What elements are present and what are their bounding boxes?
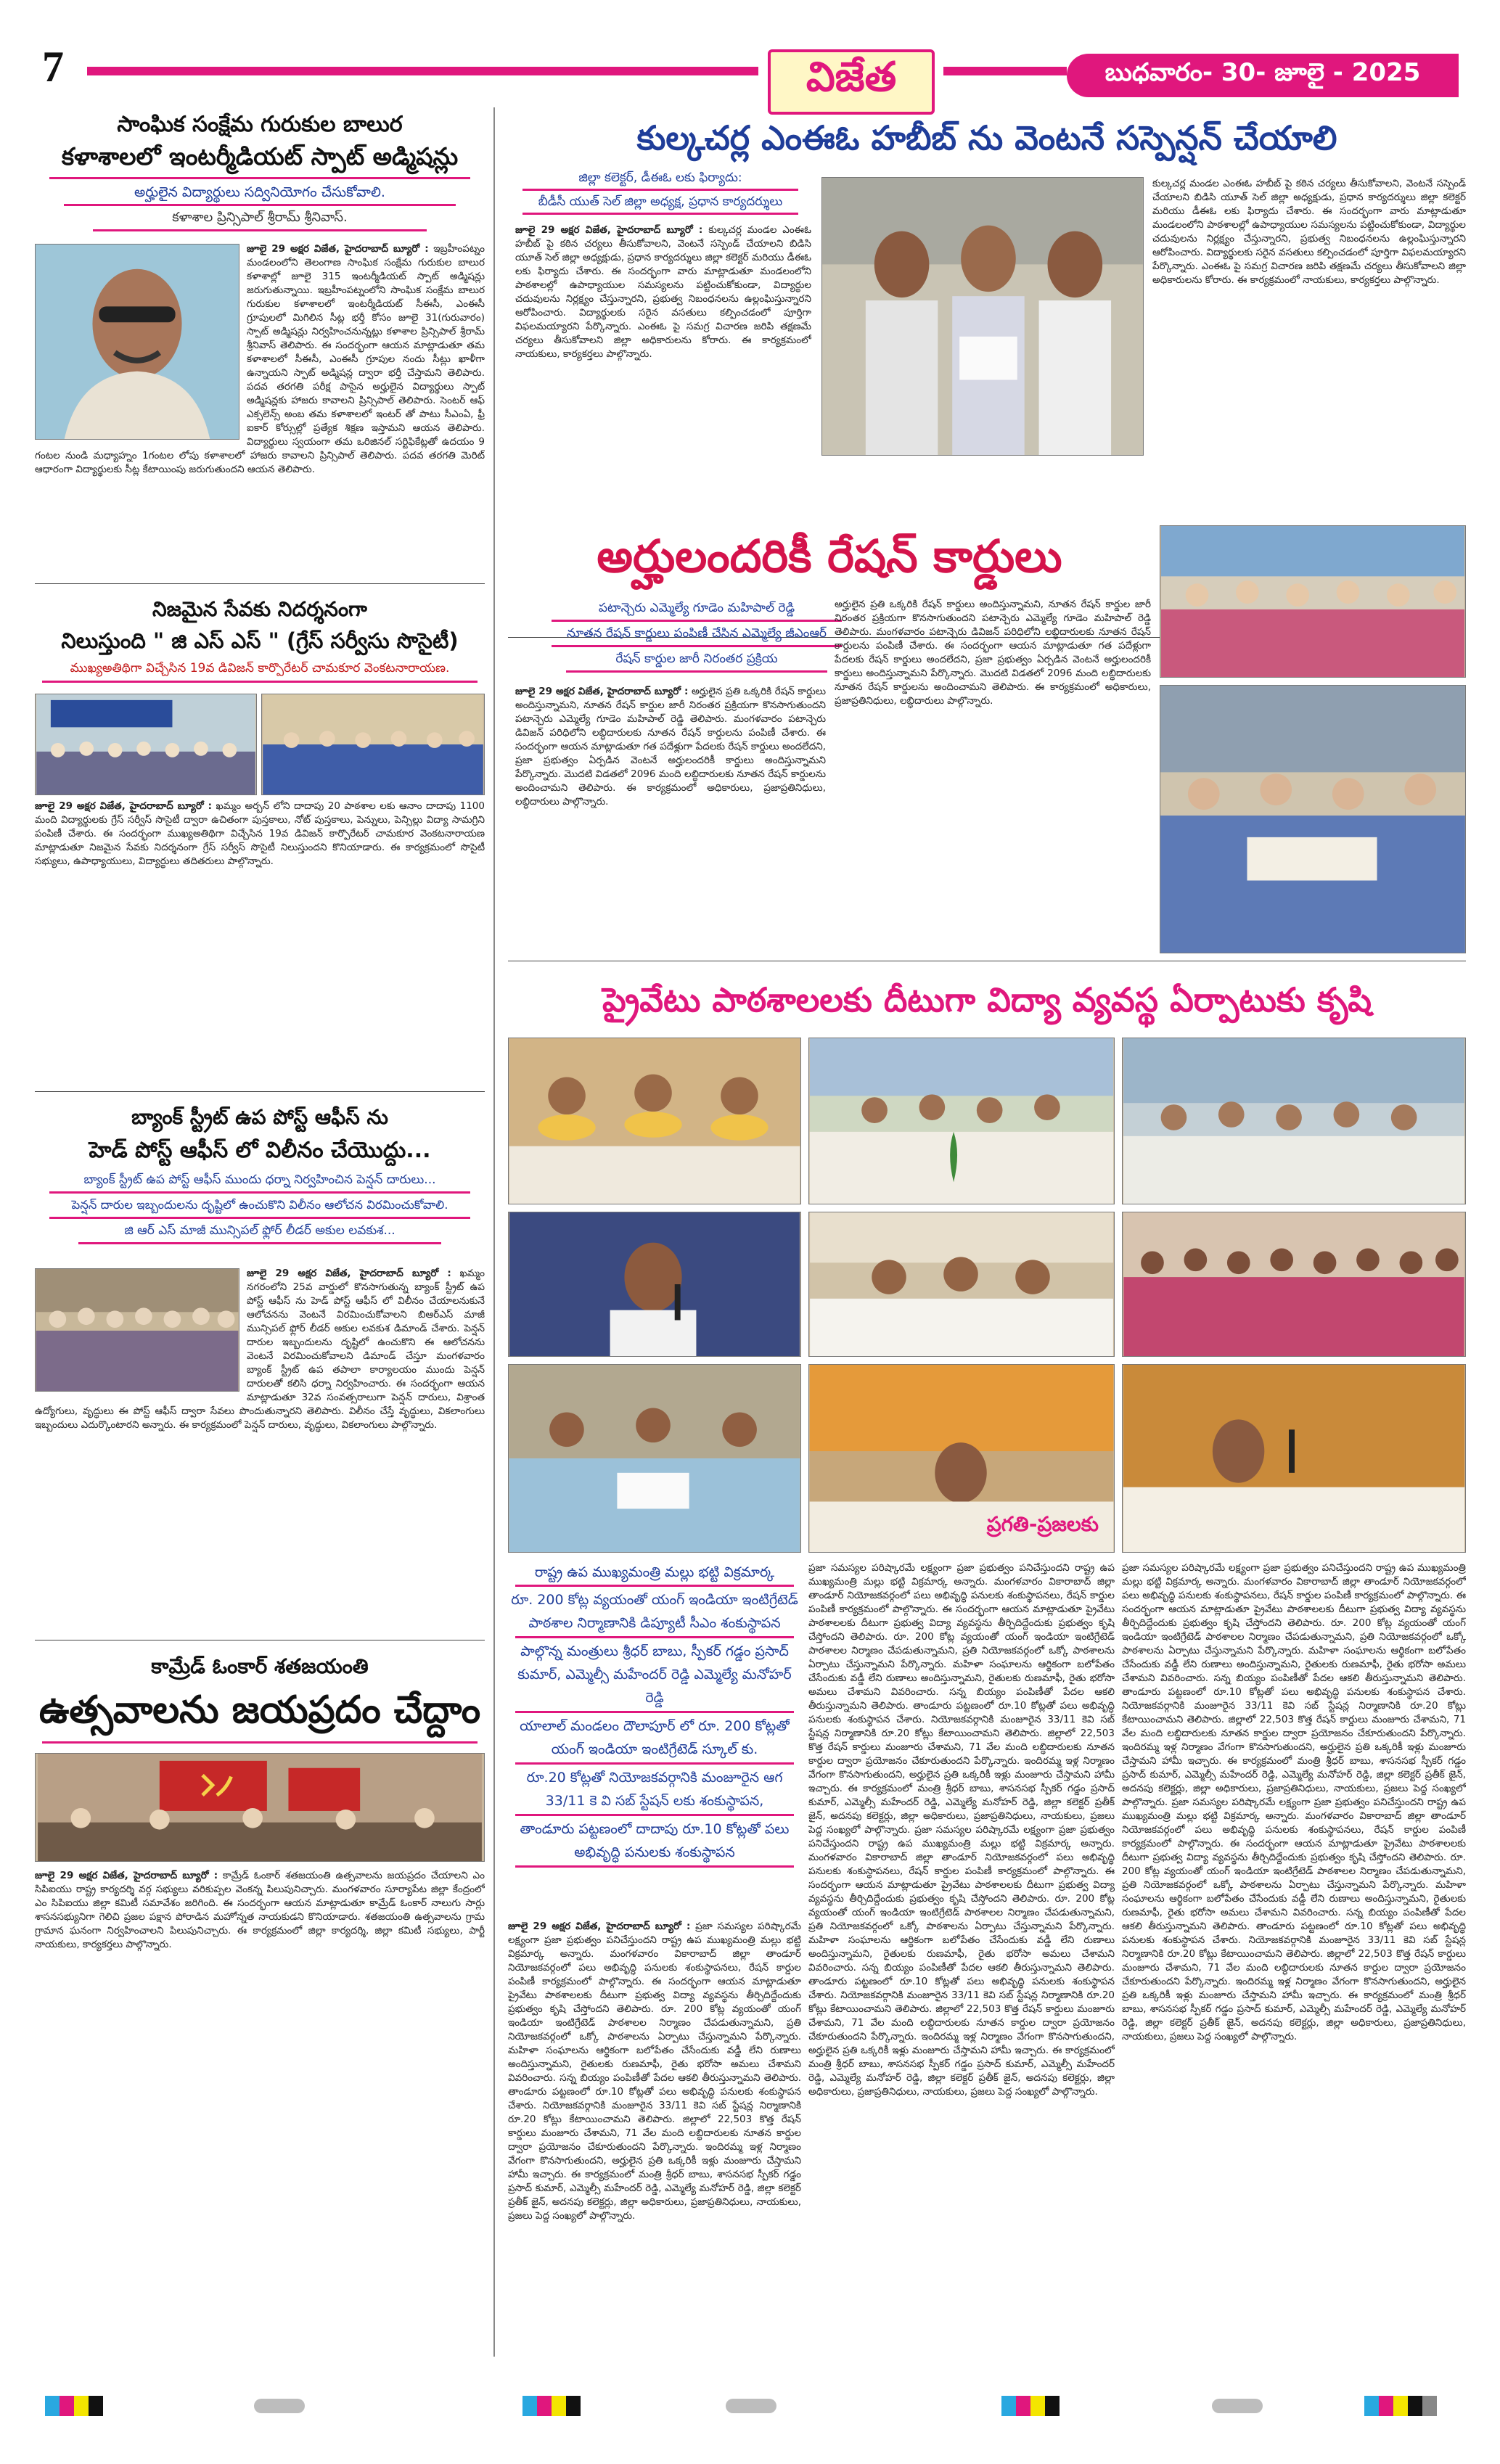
article-body-text: ఖమ్మం నగరంలోని 25వ వార్డులో కొనసాగుతున్న బ్యాంక్ స్ట్రీట్ ఉప పోస్ట్ ఆఫీస్ ను హెడ్ పోస్ట్ ఆఫీస్ లో విలీనం చేయాలనుకునే ఆలోచనను వెంటనే విరమించుకోవాలని బిఆర్ఎస్ మాజీ మున్సిపల్ ఫ్లోర్ లీడర్ అకుల లవకుశ డిమాండ్ చేశారు. పెన్షన్ దారుల ఇబ్బందులను దృష్టిలో ఉంచుకొని ఈ ఆలోచనను వెంటనే విరమించుకోవాలని డిమాండ్ చేస్తూ మంగళవారం బ్యాంక్ స్ట్రీట్ ఉప తపాలా కార్యాలయం ముందు పెన్షన్ దారులతో కలిసి ధర్నా నిర్వహించారు. ఈ సందర్భంగా ఆయన మాట్లాడుతూ 32వ సంవత్సరాలుగా పెన్షన్ దారులు, విశ్రాంత ఉద్యోగులు, వృద్ధులు ఈ పోస్ట్ ఆఫీస్ ద్వారా సేవలు పొందుతున్నారని తెలిపారు. విలీనం చేస్తే వృద్ధులు, వికలాంగులు ఇబ్బందులు ఎదుర్కొంటారని అన్నారు. ఈ కార్యక్రమంలో పెన్షన్ దారులు, వృద్ధులు, వికలాంగులు పాల్గొన్నారు.	[35, 1268, 485, 1431]
register-pill	[254, 2399, 305, 2413]
event-photo-planting	[808, 1038, 1115, 1204]
dateline: జూలై 29 అక్షర విజేత, హైదరాబాద్ బ్యూరో :	[515, 686, 689, 697]
event-photo-address	[1122, 1364, 1466, 1553]
article-subheading: పెన్షన్ దారుల ఇబ్బందులను దృష్టిలో ఉంచుకొని విలీనం ఆలోచన విరమించుకోవాలి.	[71, 1198, 448, 1212]
event-photo-speech	[508, 1212, 801, 1357]
school-photo-2	[261, 694, 485, 795]
ration-distribution-icon	[1160, 526, 1465, 677]
students-photo-icon	[262, 694, 484, 794]
article-body-text: ప్రజా సమస్యల పరిష్కారమే లక్ష్యంగా ప్రజా ప్రభుత్వం పనిచేస్తుందని రాష్ట్ర ఉప ముఖ్యమంత్రి మల్లు భట్టి విక్రమార్క అన్నారు. మంగళవారం వికారాబాద్ జిల్లా తాండూర్ నియోజకవర్గంలో పలు అభివృద్ధి పనులకు శంకుస్థాపనలు, రేషన్ కార్డుల పంపిణీ కార్యక్రమంలో పాల్గొన్నారు. ఈ సందర్భంగా ఆయన మాట్లాడుతూ ప్రైవేటు పాఠశాలలకు దీటుగా ప్రభుత్వ విద్యా వ్యవస్థను తీర్చిదిద్దేందుకు ప్రభుత్వం కృషి చేస్తోందని తెలిపారు. రూ. 200 కోట్ల వ్యయంతో యంగ్ ఇండియా ఇంటిగ్రేటెడ్ పాఠశాలల నిర్మాణం చేపడుతున్నామని, ప్రతి నియోజకవర్గంలో ఒక్కో పాఠశాలను ఏర్పాటు చేస్తున్నామని పేర్కొన్నారు. మహిళా సంఘాలను ఆర్థికంగా బలోపేతం చేసేందుకు వడ్డీ లేని రుణాలు అందిస్తున్నామని, రైతులకు రుణమాఫీ, రైతు భరోసా అమలు చేశామని వివరించారు. సన్న బియ్యం పంపిణీతో పేదల ఆకలి తీరుస్తున్నామని తెలిపారు. తాండూరు పట్టణంలో రూ.10 కోట్లతో పలు అభివృద్ధి పనులకు శంకుస్థాపన చేశారు. నియోజకవర్గానికి మంజూరైన 33/11 కెవి సబ్ స్టేషన్ల నిర్మాణానికి రూ.20 కోట్లు కేటాయించామని తెలిపారు. జిల్లాలో 22,503 కొత్త రేషన్ కార్డులు మంజూరు చేశామని, 71 వేల మంది లబ్ధిదారులకు నూతన కార్డుల ద్వారా ప్రయోజనం చేకూరుతుందని పేర్కొన్నారు. ఇందిరమ్మ ఇళ్ల నిర్మాణం వేగంగా కొనసాగుతుందని, అర్హులైన ప్రతి ఒక్కరికీ ఇళ్లు మంజూరు చేస్తామని హామీ ఇచ్చారు. ఈ కార్యక్రమంలో మంత్రి శ్రీధర్ బాబు, శాసనసభ స్పీకర్ గడ్డం ప్రసాద్ కుమార్, ఎమ్మెల్సీ మహేందర్ రెడ్డి, ఎమ్మెల్యే మనోహర్ రెడ్డి, జిల్లా కలెక్టర్ ప్రతీక్ జైన్, అదనపు కలెక్టర్లు, జిల్లా అధికారులు, ప్రజాప్రతినిధులు, నాయకులు, ప్రజలు పెద్ద సంఖ్యలో పాల్గొన్నారు.	[808, 1562, 1115, 1836]
article-subheading: ముఖ్యఅతిథిగా విచ్చేసిన 19వ డివిజన్ కార్పొరేటర్ చామకూర వెంకటనారాయణ.	[70, 661, 450, 675]
article-headline: అర్హులందరికీ రేషన్ కార్డులు	[597, 530, 1062, 583]
officials-handover-icon	[822, 178, 1143, 455]
article-body-text: కుల్కచర్ల మండల ఎంఈఓ హబీబ్ పై కఠిన చర్యలు తీసుకోవాలని, వెంటనే సస్పెండ్ చేయాలని బిడిసి యూత్ సెల్ జిల్లా అధ్యక్షుడు, ప్రధాన కార్యదర్శులు జిల్లా కలెక్టర్ మరియు డీఈఓ లకు ఫిర్యాదు చేశారు. ఈ సందర్భంగా వారు మాట్లాడుతూ మండలంలోని పాఠశాలల్లో ఉపాధ్యాయుల సమస్యలను పట్టించుకోకుండా, విద్యార్థుల చదువులను నిర్లక్ష్యం చేస్తున్నారని, ప్రభుత్వ నిబంధనలను ఉల్లంఘిస్తున్నారని ఆరోపించారు. విద్యార్థులకు సరైన వసతులు కల్పించడంలో పూర్తిగా విఫలమయ్యారని పేర్కొన్నారు. ఎంఈఓ పై సమగ్ర విచారణ జరిపి తక్షణమే చర్యలు తీసుకోవాలని జిల్లా అధికారులను కోరారు. ఈ కార్యక్రమంలో నాయకులు, కార్యకర్తలు పాల్గొన్నారు.	[1152, 178, 1466, 286]
sub-rule	[566, 670, 827, 673]
dateline: జూలై 29 అక్షర విజేత, హైదరాబాద్ బ్యూరో :	[35, 800, 213, 812]
sub-rule	[78, 1242, 441, 1244]
ration-card-photo-1	[1160, 525, 1466, 678]
event-photo-inspection	[1122, 1038, 1466, 1204]
event-photo-felicitation	[508, 1038, 801, 1204]
article-subheads	[537, 598, 856, 674]
article-headline: కుల్కచర్ల ఎంఈఓ హబీబ్ ను వెంటనే సస్పెన్షన్ చేయాలి	[636, 118, 1337, 157]
dateline: జూలై 29 అక్షర విజేత, హైదరాబాద్ బ్యూరో :	[247, 1268, 451, 1279]
article-body	[35, 1267, 485, 1634]
event-photo-beneficiaries	[508, 1364, 801, 1553]
sub-rule	[515, 1814, 794, 1816]
article-subheads	[515, 168, 806, 216]
right-column	[508, 107, 1466, 2357]
dateline: జూలై 29 అక్షర విజేత, హైదరాబాద్ బ్యూరో :	[247, 243, 429, 255]
article-headline: ఉత్సవాలను జయప్రదం చేద్దాం	[38, 1688, 481, 1732]
article-body-continued	[808, 1561, 1115, 2464]
article-subheading: రూ. 200 కోట్ల వ్యయంతో యంగ్ ఇండియా ఇంటిగ్రేటెడ్ పాఠశాల నిర్మాణానికి డిప్యూటీ సీఎం శంకుస్థాపన	[511, 1592, 798, 1631]
newspaper-logo	[768, 49, 935, 115]
masthead-rule-right	[943, 67, 1067, 75]
leaders-on-stage-icon	[809, 1212, 1114, 1356]
article-omkar-centenary	[35, 1651, 485, 1746]
register-pill	[726, 2399, 776, 2413]
color-register-mark	[1364, 2396, 1437, 2416]
article-post-office	[35, 1103, 485, 1246]
sub-rule	[515, 1762, 794, 1765]
register-pill	[1212, 2399, 1263, 2413]
article-subheading: రేషన్ కార్డుల జారీ నిరంతర ప్రక్రియ	[615, 652, 778, 666]
sub-rule	[522, 213, 798, 215]
sub-rule	[515, 1711, 794, 1713]
article-headline: నిలుస్తుంది " జి ఎస్ ఎస్ " (గ్రేస్ సర్వీసు సొసైటీ)	[61, 628, 459, 653]
article-body-continued	[1122, 1561, 1466, 2464]
color-register-mark	[522, 2396, 581, 2416]
page-number: 7	[42, 43, 64, 91]
sub-rule	[552, 645, 842, 647]
article-separator	[35, 583, 485, 584]
article-body-text: ప్రజా సమస్యల పరిష్కారమే లక్ష్యంగా ప్రజా ప్రభుత్వం పనిచేస్తుందని రాష్ట్ర ఉప ముఖ్యమంత్రి మల్లు భట్టి విక్రమార్క అన్నారు. మంగళవారం వికారాబాద్ జిల్లా తాండూర్ నియోజకవర్గంలో పలు అభివృద్ధి పనులకు శంకుస్థాపనలు, రేషన్ కార్డుల పంపిణీ కార్యక్రమంలో పాల్గొన్నారు. ఈ సందర్భంగా ఆయన మాట్లాడుతూ ప్రైవేటు పాఠశాలలకు దీటుగా ప్రభుత్వ విద్యా వ్యవస్థను తీర్చిదిద్దేందుకు ప్రభుత్వం కృషి చేస్తోందని తెలిపారు. రూ. 200 కోట్ల వ్యయంతో యంగ్ ఇండియా ఇంటిగ్రేటెడ్ పాఠశాలల నిర్మాణం చేపడుతున్నామని, ప్రతి నియోజకవర్గంలో ఒక్కో పాఠశాలను ఏర్పాటు చేస్తున్నామని పేర్కొన్నారు. మహిళా సంఘాలను ఆర్థికంగా బలోపేతం చేసేందుకు వడ్డీ లేని రుణాలు అందిస్తున్నామని, రైతులకు రుణమాఫీ, రైతు భరోసా అమలు చేశామని వివరించారు. సన్న బియ్యం పంపిణీతో పేదల ఆకలి తీరుస్తున్నామని తెలిపారు. తాండూరు పట్టణంలో రూ.10 కోట్లతో పలు అభివృద్ధి పనులకు శంకుస్థాపన చేశారు. నియోజకవర్గానికి మంజూరైన 33/11 కెవి సబ్ స్టేషన్ల నిర్మాణానికి రూ.20 కోట్లు కేటాయించామని తెలిపారు. జిల్లాలో 22,503 కొత్త రేషన్ కార్డులు మంజూరు చేశామని, 71 వేల మంది లబ్ధిదారులకు నూతన కార్డుల ద్వారా ప్రయోజనం చేకూరుతుందని పేర్కొన్నారు. ఇందిరమ్మ ఇళ్ల నిర్మాణం వేగంగా కొనసాగుతుందని, అర్హులైన ప్రతి ఒక్కరికీ ఇళ్లు మంజూరు చేస్తామని హామీ ఇచ్చారు. ఈ కార్యక్రమంలో మంత్రి శ్రీధర్ బాబు, శాసనసభ స్పీకర్ గడ్డం ప్రసాద్ కుమార్, ఎమ్మెల్సీ మహేందర్ రెడ్డి, ఎమ్మెల్యే మనోహర్ రెడ్డి, జిల్లా కలెక్టర్ ప్రతీక్ జైన్, అదనపు కలెక్టర్లు, జిల్లా అధికారులు, ప్రజాప్రతినిధులు, నాయకులు, ప్రజలు పెద్ద సంఖ్యలో పాల్గొన్నారు.	[508, 1921, 801, 2222]
article-subheading: జి ఆర్ ఎస్ మాజీ మున్సిపల్ ఫ్లోర్ లీడర్ అకుల లవకుశ...	[124, 1223, 396, 1238]
party-meeting-icon	[36, 1754, 484, 1861]
article-separator	[35, 1091, 485, 1092]
article-body-text: అర్హులైన ప్రతి ఒక్కరికి రేషన్ కార్డులు అందిస్తున్నామని, నూతన రేషన్ కార్డుల జారీ నిరంతర ప్రక్రియగా కొనసాగుతుందని పటాన్చెరు ఎమ్మెల్యే గూడెం మహిపాల్ రెడ్డి తెలిపారు. మంగళవారం పటాన్చెరు డివిజన్ పరిధిలోని లబ్ధిదారులకు నూతన రేషన్ కార్డులను పంపిణీ చేశారు. ఈ సందర్భంగా ఆయన మాట్లాడుతూ గత పదేళ్లుగా పేదలకు రేషన్ కార్డులు అందలేదని, ప్రజా ప్రభుత్వం ఏర్పడిన వెంటనే అర్హులందరికీ కార్డులు అందిస్తున్నామని పేర్కొన్నారు. మొదటి విడతలో 2096 మంది లబ్ధిదారులకు నూతన రేషన్ కార్డులను అందించామని తెలిపారు. ఈ కార్యక్రమంలో అధికారులు, ప్రజాప్రతినిధులు, లబ్ధిదారులు పాల్గొన్నారు.	[515, 686, 826, 808]
article-subheading: తాండూరు పట్టణంలో దాదాపు రూ.10 కోట్లతో పలు అభివృద్ధి పనులకు శంకుస్థాపన	[520, 1821, 790, 1860]
article-body-text: ఇబ్రహీంపట్నం మండలంలోని తెలంగాణ సాంఘిక సంక్షేమ గురుకుల బాలుర కళాశాల్లో జూలై 315 ఇంటర్మీడియట్ స్పాట్ అడ్మిషన్లు జరుగుతున్నాయి. ఇబ్రహీంపట్నంలోని సాంఘిక సంక్షేమ బాలుర గురుకుల కళాశాలలో ఇంటర్మీడియట్ సీఈసీ, ఎంఈసీ గ్రూపులలో మిగిలిన సీట్ల భర్తీ కోసం జూలై 31(గురువారం) స్పాట్ అడ్మిషన్లు నిర్వహించనున్నట్లు కళాశాల ప్రిన్సిపాల్ శ్రీరామ్ శ్రీనివాస్ తెలిపారు. ఈ సందర్భంగా ఆయన మాట్లాడుతూ తమ కళాశాలలో సీఈసీ, ఎంఈసీ గ్రూపుల నందు సీట్లు ఖాళీగా ఉన్నాయని స్పాట్ అడ్మిషన్ల ద్వారా భర్తీ చేస్తామని తెలిపారు. పదవ తరగతి పరీక్ష పాసైన అర్హులైన విద్యార్థులు స్పాట్ అడ్మిషన్లకు హాజరు కావాలని ప్రిన్సిపాల్ తెలిపారు. సెంటర్ ఆఫ్ ఎక్సలెన్స్ అంబ తమ కళాశాలలో ఇంటర్ తో పాటు సీఎంఏ, ఫ్రీ ఐకార్ కోర్సుల్లో ప్రత్యేక శిక్షణ ఇస్తామని ఆయన తెలిపారు. విద్యార్థులు స్వయంగా తమ ఒరిజినల్ సర్టిఫికేట్లతో ఉదయం 9 గంటల నుండి మధ్యాహ్నం 1గంటల లోపు కళాశాలలో హాజరు కావాలని ప్రిన్సిపాల్ తెలిపారు. పదవ తరగతి మెరిట్ ఆధారంగా విద్యార్థులకు సీట్ల కేటాయింపు జరుగుతుందని ఆయన తెలిపారు.	[35, 243, 485, 475]
article-body-text: ప్రజా సమస్యల పరిష్కారమే లక్ష్యంగా ప్రజా ప్రభుత్వం పనిచేస్తుందని రాష్ట్ర ఉప ముఖ్యమంత్రి మల్లు భట్టి విక్రమార్క అన్నారు. మంగళవారం వికారాబాద్ జిల్లా తాండూర్ నియోజకవర్గంలో పలు అభివృద్ధి పనులకు శంకుస్థాపనలు, రేషన్ కార్డుల పంపిణీ కార్యక్రమంలో పాల్గొన్నారు. ఈ సందర్భంగా ఆయన మాట్లాడుతూ ప్రైవేటు పాఠశాలలకు దీటుగా ప్రభుత్వ విద్యా వ్యవస్థను తీర్చిదిద్దేందుకు ప్రభుత్వం కృషి చేస్తోందని తెలిపారు. రూ. 200 కోట్ల వ్యయంతో యంగ్ ఇండియా ఇంటిగ్రేటెడ్ పాఠశాలల నిర్మాణం చేపడుతున్నామని, ప్రతి నియోజకవర్గంలో ఒక్కో పాఠశాలను ఏర్పాటు చేస్తున్నామని పేర్కొన్నారు. మహిళా సంఘాలను ఆర్థికంగా బలోపేతం చేసేందుకు వడ్డీ లేని రుణాలు అందిస్తున్నామని, రైతులకు రుణమాఫీ, రైతు భరోసా అమలు చేశామని వివరించారు. సన్న బియ్యం పంపిణీతో పేదల ఆకలి తీరుస్తున్నామని తెలిపారు. తాండూరు పట్టణంలో రూ.10 కోట్లతో పలు అభివృద్ధి పనులకు శంకుస్థాపన చేశారు. నియోజకవర్గానికి మంజూరైన 33/11 కెవి సబ్ స్టేషన్ల నిర్మాణానికి రూ.20 కోట్లు కేటాయించామని తెలిపారు. జిల్లాలో 22,503 కొత్త రేషన్ కార్డులు మంజూరు చేశామని, 71 వేల మంది లబ్ధిదారులకు నూతన కార్డుల ద్వారా ప్రయోజనం చేకూరుతుందని పేర్కొన్నారు. ఇందిరమ్మ ఇళ్ల నిర్మాణం వేగంగా కొనసాగుతుందని, అర్హులైన ప్రతి ఒక్కరికీ ఇళ్లు మంజూరు చేస్తామని హామీ ఇచ్చారు. ఈ కార్యక్రమంలో మంత్రి శ్రీధర్ బాబు, శాసనసభ స్పీకర్ గడ్డం ప్రసాద్ కుమార్, ఎమ్మెల్సీ మహేందర్ రెడ్డి, ఎమ్మెల్యే మనోహర్ రెడ్డి, జిల్లా కలెక్టర్ ప్రతీక్ జైన్, అదనపు కలెక్టర్లు, జిల్లా అధికారులు, ప్రజాప్రతినిధులు, నాయకులు, ప్రజలు పెద్ద సంఖ్యలో పాల్గొన్నారు.	[1122, 1796, 1466, 2042]
article-spot-admissions	[35, 110, 485, 237]
masthead-rule-left	[87, 67, 758, 75]
beneficiary-handover-icon	[509, 1365, 800, 1552]
speaker-at-podium-icon	[509, 1212, 800, 1356]
article-subheading: రాష్ట్ర ఉప ముఖ్యమంత్రి మల్లు భట్టి విక్రమార్క	[534, 1564, 775, 1580]
article-headline: ప్రైవేటు పాఠశాలలకు దీటుగా విద్యా వ్యవస్థ ఏర్పాటుకు కృషి	[602, 980, 1372, 1019]
article-body-text: ప్రజా సమస్యల పరిష్కారమే లక్ష్యంగా ప్రజా ప్రభుత్వం పనిచేస్తుందని రాష్ట్ర ఉప ముఖ్యమంత్రి మల్లు భట్టి విక్రమార్క అన్నారు. మంగళవారం వికారాబాద్ జిల్లా తాండూర్ నియోజకవర్గంలో పలు అభివృద్ధి పనులకు శంకుస్థాపనలు, రేషన్ కార్డుల పంపిణీ కార్యక్రమంలో పాల్గొన్నారు. ఈ సందర్భంగా ఆయన మాట్లాడుతూ ప్రైవేటు పాఠశాలలకు దీటుగా ప్రభుత్వ విద్యా వ్యవస్థను తీర్చిదిద్దేందుకు ప్రభుత్వం కృషి చేస్తోందని తెలిపారు. రూ. 200 కోట్ల వ్యయంతో యంగ్ ఇండియా ఇంటిగ్రేటెడ్ పాఠశాలల నిర్మాణం చేపడుతున్నామని, ప్రతి నియోజకవర్గంలో ఒక్కో పాఠశాలను ఏర్పాటు చేస్తున్నామని పేర్కొన్నారు. మహిళా సంఘాలను ఆర్థికంగా బలోపేతం చేసేందుకు వడ్డీ లేని రుణాలు అందిస్తున్నామని, రైతులకు రుణమాఫీ, రైతు భరోసా అమలు చేశామని వివరించారు. సన్న బియ్యం పంపిణీతో పేదల ఆకలి తీరుస్తున్నామని తెలిపారు. తాండూరు పట్టణంలో రూ.10 కోట్లతో పలు అభివృద్ధి పనులకు శంకుస్థాపన చేశారు. నియోజకవర్గానికి మంజూరైన 33/11 కెవి సబ్ స్టేషన్ల నిర్మాణానికి రూ.20 కోట్లు కేటాయించామని తెలిపారు. జిల్లాలో 22,503 కొత్త రేషన్ కార్డులు మంజూరు చేశామని, 71 వేల మంది లబ్ధిదారులకు నూతన కార్డుల ద్వారా ప్రయోజనం చేకూరుతుందని పేర్కొన్నారు. ఇందిరమ్మ ఇళ్ల నిర్మాణం వేగంగా కొనసాగుతుందని, అర్హులైన ప్రతి ఒక్కరికీ ఇళ్లు మంజూరు చేస్తామని హామీ ఇచ్చారు. ఈ కార్యక్రమంలో మంత్రి శ్రీధర్ బాబు, శాసనసభ స్పీకర్ గడ్డం ప్రసాద్ కుమార్, ఎమ్మెల్సీ మహేందర్ రెడ్డి, ఎమ్మెల్యే మనోహర్ రెడ్డి, జిల్లా కలెక్టర్ ప్రతీక్ జైన్, అదనపు కలెక్టర్లు, జిల్లా అధికారులు, ప్రజాప్రతినిధులు, నాయకులు, ప్రజలు పెద్ద సంఖ్యలో పాల్గొన్నారు.	[1122, 1562, 1466, 1808]
article-subheading: బీడీసీ యుత్ సెల్ జిల్లా అధ్యక్ష, ప్రధాన కార్యదర్శులు	[538, 194, 783, 209]
sub-rule	[93, 229, 427, 231]
headline-rule	[42, 1741, 478, 1744]
article-subheading: పటాన్చెరు ఎమ్మెల్యే గూడెం మహిపాల్ రెడ్డి	[598, 601, 795, 615]
article-body-text: కుల్కచర్ల మండల ఎంఈఓ హబీబ్ పై కఠిన చర్యలు తీసుకోవాలని, వెంటనే సస్పెండ్ చేయాలని బిడిసి యూత్ సెల్ జిల్లా అధ్యక్షుడు, ప్రధాన కార్యదర్శులు జిల్లా కలెక్టర్ మరియు డీఈఓ లకు ఫిర్యాదు చేశారు. ఈ సందర్భంగా వారు మాట్లాడుతూ మండలంలోని పాఠశాలల్లో ఉపాధ్యాయుల సమస్యలను పట్టించుకోకుండా, విద్యార్థుల చదువులను నిర్లక్ష్యం చేస్తున్నారని, ప్రభుత్వ నిబంధనలను ఉల్లంఘిస్తున్నారని ఆరోపించారు. విద్యార్థులకు సరైన వసతులు కల్పించడంలో పూర్తిగా విఫలమయ్యారని పేర్కొన్నారు. ఎంఈఓ పై సమగ్ర విచారణ జరిపి తక్షణమే చర్యలు తీసుకోవాలని జిల్లా అధికారులను కోరారు. ఈ కార్యక్రమంలో నాయకులు, కార్యకర్తలు పాల్గొన్నారు.	[515, 224, 811, 360]
school-photo-1	[35, 694, 257, 795]
column-divider	[493, 107, 495, 2357]
sub-rule	[515, 1585, 794, 1587]
issue-date: బుధవారం- 30- జూలై - 2025	[1067, 54, 1459, 97]
left-column	[35, 107, 485, 2357]
stage-banner-caption: ప్రగతి-ప్రజలకు	[986, 1512, 1099, 1536]
site-inspection-icon	[1123, 1038, 1465, 1204]
article-kicker: కామ్రేడ్ ఓంకార్ శతజయంతి	[151, 1654, 369, 1678]
sub-rule	[49, 1217, 470, 1219]
sub-rule	[49, 1191, 470, 1194]
article-body	[508, 1920, 801, 2464]
article-body-continued	[835, 598, 1151, 953]
color-register-mark	[1001, 2396, 1060, 2416]
article-subheading: అర్హులైన విద్యార్థులు సద్వినియోగం చేసుకోవాలి.	[134, 184, 385, 200]
sub-rule	[42, 681, 478, 683]
memorandum-photo	[821, 177, 1144, 456]
dateline: జూలై 29 అక్షర విజేత, హైదరాబాద్ బ్యూరో :	[508, 1921, 691, 1932]
article-kicker: నిజమైన సేవకు నిదర్శనంగా	[152, 597, 367, 621]
article-kicker: సాంఘిక సంక్షేమ గురుకుల బాలుర	[117, 112, 403, 137]
color-register-mark	[45, 2396, 103, 2416]
article-subheads	[508, 1561, 801, 1869]
sub-rule	[515, 1636, 794, 1638]
article-subheading: జిల్లా కలెక్టర్, డీఈఓ లకు ఫిర్యాదు:	[578, 171, 742, 185]
sub-rule	[64, 204, 456, 206]
article-subheading: నూతన రేషన్ కార్డులు పంపిణీ చేసిన ఎమ్మెల్యే జీఎంఆర్	[567, 626, 827, 641]
ration-card-photo-2	[1160, 685, 1466, 953]
sub-rule	[522, 189, 798, 191]
article-body-text: ప్రజా సమస్యల పరిష్కారమే లక్ష్యంగా ప్రజా ప్రభుత్వం పనిచేస్తుందని రాష్ట్ర ఉప ముఖ్యమంత్రి మల్లు భట్టి విక్రమార్క అన్నారు. మంగళవారం వికారాబాద్ జిల్లా తాండూర్ నియోజకవర్గంలో పలు అభివృద్ధి పనులకు శంకుస్థాపనలు, రేషన్ కార్డుల పంపిణీ కార్యక్రమంలో పాల్గొన్నారు. ఈ సందర్భంగా ఆయన మాట్లాడుతూ ప్రైవేటు పాఠశాలలకు దీటుగా ప్రభుత్వ విద్యా వ్యవస్థను తీర్చిదిద్దేందుకు ప్రభుత్వం కృషి చేస్తోందని తెలిపారు. రూ. 200 కోట్ల వ్యయంతో యంగ్ ఇండియా ఇంటిగ్రేటెడ్ పాఠశాలల నిర్మాణం చేపడుతున్నామని, ప్రతి నియోజకవర్గంలో ఒక్కో పాఠశాలను ఏర్పాటు చేస్తున్నామని పేర్కొన్నారు. మహిళా సంఘాలను ఆర్థికంగా బలోపేతం చేసేందుకు వడ్డీ లేని రుణాలు అందిస్తున్నామని, రైతులకు రుణమాఫీ, రైతు భరోసా అమలు చేశామని వివరించారు. సన్న బియ్యం పంపిణీతో పేదల ఆకలి తీరుస్తున్నామని తెలిపారు. తాండూరు పట్టణంలో రూ.10 కోట్లతో పలు అభివృద్ధి పనులకు శంకుస్థాపన చేశారు. నియోజకవర్గానికి మంజూరైన 33/11 కెవి సబ్ స్టేషన్ల నిర్మాణానికి రూ.20 కోట్లు కేటాయించామని తెలిపారు. జిల్లాలో 22,503 కొత్త రేషన్ కార్డులు మంజూరు చేశామని, 71 వేల మంది లబ్ధిదారులకు నూతన కార్డుల ద్వారా ప్రయోజనం చేకూరుతుందని పేర్కొన్నారు. ఇందిరమ్మ ఇళ్ల నిర్మాణం వేగంగా కొనసాగుతుందని, అర్హులైన ప్రతి ఒక్కరికీ ఇళ్లు మంజూరు చేస్తామని హామీ ఇచ్చారు. ఈ కార్యక్రమంలో మంత్రి శ్రీధర్ బాబు, శాసనసభ స్పీకర్ గడ్డం ప్రసాద్ కుమార్, ఎమ్మెల్సీ మహేందర్ రెడ్డి, ఎమ్మెల్యే మనోహర్ రెడ్డి, జిల్లా కలెక్టర్ ప్రతీక్ జైన్, అదనపు కలెక్టర్లు, జిల్లా అధికారులు, ప్రజాప్రతినిధులు, నాయకులు, ప్రజలు పెద్ద సంఖ్యలో పాల్గొన్నారు.	[808, 1824, 1115, 2098]
article-body	[35, 800, 485, 1084]
article-headline: హెడ్ పోస్ట్ ఆఫీస్ లో విలీనం చేయొద్దు...	[89, 1138, 431, 1163]
article-body	[515, 685, 826, 953]
felicitation-icon	[509, 1038, 800, 1204]
event-photo-audience	[1122, 1212, 1466, 1357]
article-headline: కళాశాలలో ఇంటర్మీడియట్ స్పాట్ అడ్మిషన్లు	[61, 142, 459, 171]
article-body-text: ఖమ్మం అర్బన్ లోని దాదాపు 20 పాఠశాల లకు ఆనాం దాదాపు 1100 మంది విద్యార్థులకు గ్రేస్ సర్వీస్ సొసైటీ ద్వారా ఉచితంగా పుస్తకాలు, నోట్ పుస్తకాలు, పెన్నులు, పెన్సిల్లు విద్యా సామగ్రిని పంపిణీ చేశారు. ఈ సందర్భంగా ముఖ్యఅతిథిగా విచ్చేసిన 19వ డివిజన్ కార్పొరేటర్ చామకూర వెంకటనారాయణ మాట్లాడుతూ నిజమైన సేవకు నిదర్శనంగా గ్రేస్ సర్వీస్ సొసైటీ నిలుస్తుందని కొనియాడారు. ఈ కార్యక్రమంలో సొసైటీ సభ్యులు, ఉపాధ్యాయులు, విద్యార్థులు తదితరులు పాల్గొన్నారు.	[35, 800, 485, 867]
dateline: జూలై 29 అక్షర విజేత, హైదరాబాద్ బ్యూరో :	[515, 224, 703, 236]
logo-text: విజేత	[806, 53, 897, 101]
article-body	[35, 242, 485, 576]
article-subheading: రూ.20 కోట్లతో నియోజకవర్గానికి మంజూరైన ఆగ 33/11 కె వి సబ్ స్టేషన్ లకు శంకుస్థాపన,	[526, 1770, 783, 1809]
article-kicker: బ్యాంక్ స్ట్రీట్ ఉప పోస్ట్ ఆఫీస్ ను	[131, 1105, 388, 1129]
women-audience-icon	[1123, 1212, 1465, 1356]
ration-distribution-icon	[1160, 686, 1465, 953]
headline-rule	[49, 177, 470, 179]
event-photo-leaders	[808, 1212, 1115, 1357]
students-photo-icon	[36, 694, 256, 794]
meeting-photo	[35, 1753, 485, 1862]
minister-address-icon	[1123, 1365, 1465, 1552]
article-body-text: అర్హులైన ప్రతి ఒక్కరికి రేషన్ కార్డులు అందిస్తున్నామని, నూతన రేషన్ కార్డుల జారీ నిరంతర ప్రక్రియగా కొనసాగుతుందని పటాన్చెరు ఎమ్మెల్యే గూడెం మహిపాల్ రెడ్డి తెలిపారు. మంగళవారం పటాన్చెరు డివిజన్ పరిధిలోని లబ్ధిదారులకు నూతన రేషన్ కార్డులను పంపిణీ చేశారు. ఈ సందర్భంగా ఆయన మాట్లాడుతూ గత పదేళ్లుగా పేదలకు రేషన్ కార్డులు అందలేదని, ప్రజా ప్రభుత్వం ఏర్పడిన వెంటనే అర్హులందరికీ కార్డులు అందిస్తున్నామని పేర్కొన్నారు. మొదటి విడతలో 2096 మంది లబ్ధిదారులకు నూతన రేషన్ కార్డులను అందించామని తెలిపారు. ఈ కార్యక్రమంలో అధికారులు, ప్రజాప్రతినిధులు, లబ్ధిదారులు పాల్గొన్నారు.	[835, 599, 1151, 707]
dateline: జూలై 29 అక్షర విజేత, హైదరాబాద్ బ్యూరో :	[35, 1870, 218, 1881]
article-subheading: పాల్గొన్న మంత్రులు శ్రీధర్ బాబు, స్పీకర్ గడ్డం ప్రసాద్ కుమార్, ఎమ్మెల్సీ మహేందర్ రెడ్డి ఎమ్మెల్యే మనోహర్ రెడ్డి	[517, 1643, 792, 1706]
article-gss-society	[35, 595, 485, 684]
sapling-planting-icon	[809, 1038, 1114, 1204]
article-subheading: యాలాల్ మండలం దౌలాపూర్ లో రూ. 200 కోట్లతో యంగ్ ఇండియా ఇంటిగ్రేటెడ్ స్కూల్ కు.	[520, 1718, 790, 1757]
sub-rule	[515, 1865, 794, 1868]
article-body-text: కామ్రేడ్ ఓంకార్ శతజయంతి ఉత్సవాలను జయప్రదం చేయాలని ఎం సిపిఐయు రాష్ట్ర కార్యదర్శి వర్గ సభ్యులు వరికుప్పల వెంకన్న పిలుపునిచ్చారు. మంగళవారం సూర్యాపేట జిల్లా కేంద్రంలో ఎం సిపిఐయు జిల్లా కమిటీ సమావేశం జరిగింది. ఈ సందర్భంగా ఆయన మాట్లాడుతూ కామ్రేడ్ ఓంకార్ నాలుగు సార్లు శాసనసభ్యునిగా గెలిచి ప్రజల పక్షాన పోరాడిన మహోన్నత నాయకుడని కొనియాడారు. శతజయంతి ఉత్సవాలను గ్రామ గ్రామాన ఘనంగా నిర్వహించాలని పిలుపునిచ్చారు. ఈ కార్యక్రమంలో జిల్లా కార్యదర్శి, జిల్లా కమిటీ సభ్యులు, పార్టీ నాయకులు, కార్యకర్తలు పాల్గొన్నారు.	[35, 1870, 485, 1950]
article-subheading: కళాశాల ప్రిన్సిపాల్ శ్రీరామ్ శ్రీనివాస్.	[172, 210, 348, 225]
article-body	[35, 1869, 485, 2464]
sub-rule	[552, 620, 842, 622]
article-subheading: బ్యాంక్ స్ట్రీట్ ఉప పోస్ట్ ఆఫీస్ ముందు ధర్నా నిర్వహించిన పెన్షన్ దారులు...	[83, 1173, 436, 1187]
